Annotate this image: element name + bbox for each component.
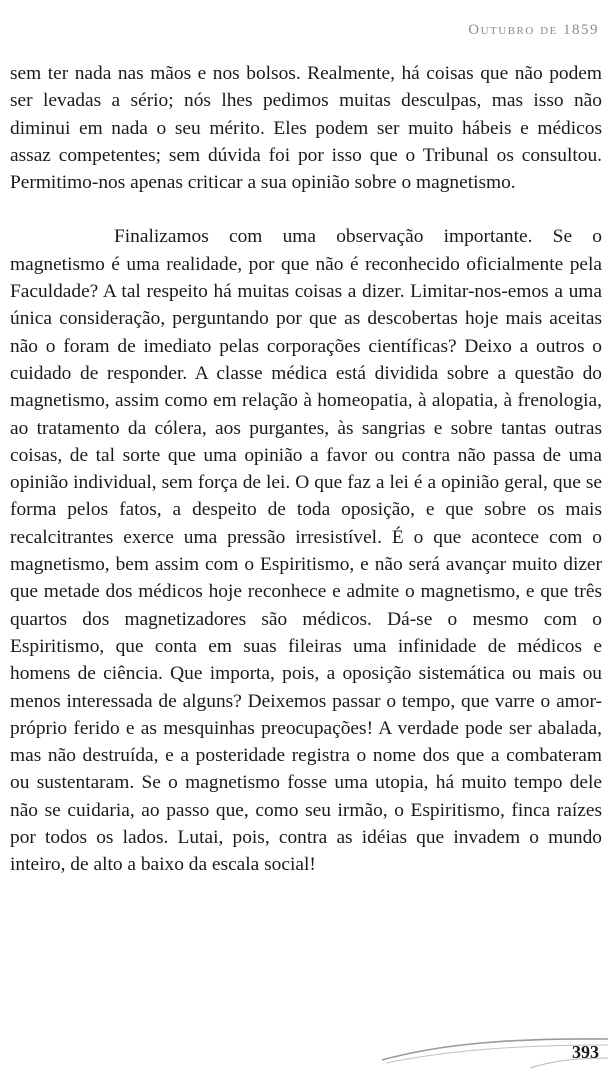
page-number: 393 bbox=[572, 1042, 599, 1062]
paragraph-1: sem ter nada nas mãos e nos bolsos. Realmente, há coisas que não podem ser levadas a sério; nós lhes pedimos muitas desculpas, mas isso não diminui em nada o seu mérito. Eles podem ser muito hábeis e médicos assaz competentes; sem dúvida foi por isso que o Tribunal os consultou. Permitimo-nos apenas criticar a sua opinião sobre o magnetismo. bbox=[10, 63, 602, 194]
paragraph-2: Finalizamos com uma observação importante. Se o magnetismo é uma realidade, por que não é reconhecido oficialmente pela Faculdade? A tal respeito há muitas coisas a dizer. Limitar-nos-emos a uma única consideração, perguntando por que as descobertas hoje mais aceitas não o foram de imediato pelas corporações científicas? Deixo a outros o cuidado de responder. A classe médica está dividida sobre a questão do magnetismo, assim como em relação à homeopatia, à alopatia, à frenologia, ao tratamento da cólera, aos purgantes, às sangrias e sobre tantas outras coisas, de tal sorte que uma opinião a favor ou contra não passa de uma opinião individual, sem força de lei. O que faz a lei é a opinião geral, que se forma pelos fatos, a despeito de toda oposição, e que sobre os mais recalcitrantes exerce uma pressão irresistível. É o que acontece com o magnetismo, bem assim com o Espiritismo, e não será avançar muito dizer que metade dos médicos hoje reconhece e admite o magnetismo, e que três quartos dos magnetizadores são médicos. Dá-se o mesmo com o Espiritismo, que conta em suas fileiras uma infinidade de médicos e homens de ciência. Que importa, pois, a oposição sistemática ou mais ou menos interessada de alguns? Deixemos passar o tempo, que varre o amor-próprio ferido e as mesquinhas preocupações! A verdade pode ser abalada, mas não destruída, e a posteridade registra o nome dos que a combateram ou sustentaram. Se o magnetismo fosse uma utopia, há muito tempo dele não se cuidaria, ao passo que, como seu irmão, o Espiritismo, finca raízes por todos os lados. Lutai, pois, contra as idéias que invadem o mundo inteiro, de alto a baixo da escala social! bbox=[10, 226, 602, 876]
running-header: Outubro de 1859 bbox=[468, 22, 599, 38]
page-text bbox=[10, 60, 602, 879]
page-footer bbox=[0, 1030, 611, 1071]
